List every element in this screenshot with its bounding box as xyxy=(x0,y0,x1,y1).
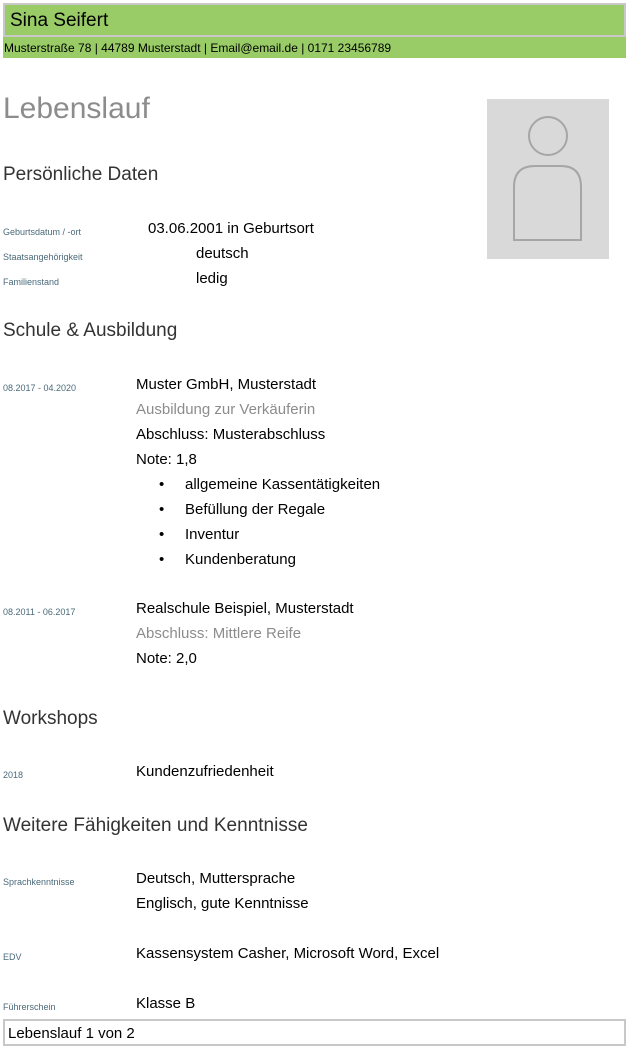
person-placeholder-icon xyxy=(487,99,609,259)
value-marital-status: ledig xyxy=(196,270,228,287)
photo-placeholder xyxy=(487,99,609,259)
section-heading-workshops: Workshops xyxy=(3,708,98,729)
section-heading-education: Schule & Ausbildung xyxy=(3,320,178,341)
value-license: Klasse B xyxy=(136,995,196,1012)
value-birth: 03.06.2001 in Geburtsort xyxy=(148,220,314,237)
list-item: • allgemeine Kassentätigkeiten xyxy=(159,476,381,493)
education-subtitle: Ausbildung zur Verkäuferin xyxy=(136,401,316,418)
page-footer: Lebenslauf 1 von 2 xyxy=(3,1019,626,1046)
label-it: EDV xyxy=(3,952,22,962)
education-date: 08.2017 - 04.2020 xyxy=(3,383,77,393)
header-contact: Musterstraße 78 | 44789 Musterstadt | Email@email.de | 0171 23456789 xyxy=(3,37,626,58)
label-license: Führerschein xyxy=(3,1002,56,1012)
label-languages: Sprachkenntnisse xyxy=(3,877,75,887)
list-item: • Inventur xyxy=(159,526,240,543)
section-heading-personal: Persönliche Daten xyxy=(3,164,159,185)
education-subtitle: Abschluss: Mittlere Reife xyxy=(136,625,302,642)
workshop-value: Kundenzufriedenheit xyxy=(136,763,274,780)
education-institution: Realschule Beispiel, Musterstadt xyxy=(136,600,354,617)
education-grade: Note: 2,0 xyxy=(136,650,197,667)
label-marital-status: Familienstand xyxy=(3,277,60,287)
document-title: Lebenslauf xyxy=(3,92,150,125)
list-item: • Befüllung der Regale xyxy=(159,501,326,518)
label-nationality: Staatsangehörigkeit xyxy=(3,252,83,262)
education-institution: Muster GmbH, Musterstadt xyxy=(136,376,317,393)
list-item: • Kundenberatung xyxy=(159,551,296,568)
language-item: Englisch, gute Kenntnisse xyxy=(136,895,309,912)
workshop-date: 2018 xyxy=(3,770,24,780)
header-name: Sina Seifert xyxy=(3,3,626,37)
value-it: Kassensystem Casher, Microsoft Word, Excel xyxy=(136,945,440,962)
value-nationality: deutsch xyxy=(196,245,249,262)
education-degree: Abschluss: Musterabschluss xyxy=(136,426,326,443)
label-birth: Geburtsdatum / -ort xyxy=(3,227,82,237)
education-date: 08.2011 - 06.2017 xyxy=(3,607,76,617)
language-item: Deutsch, Muttersprache xyxy=(136,870,296,887)
education-grade: Note: 1,8 xyxy=(136,451,197,468)
section-heading-skills: Weitere Fähigkeiten und Kenntnisse xyxy=(3,815,308,836)
